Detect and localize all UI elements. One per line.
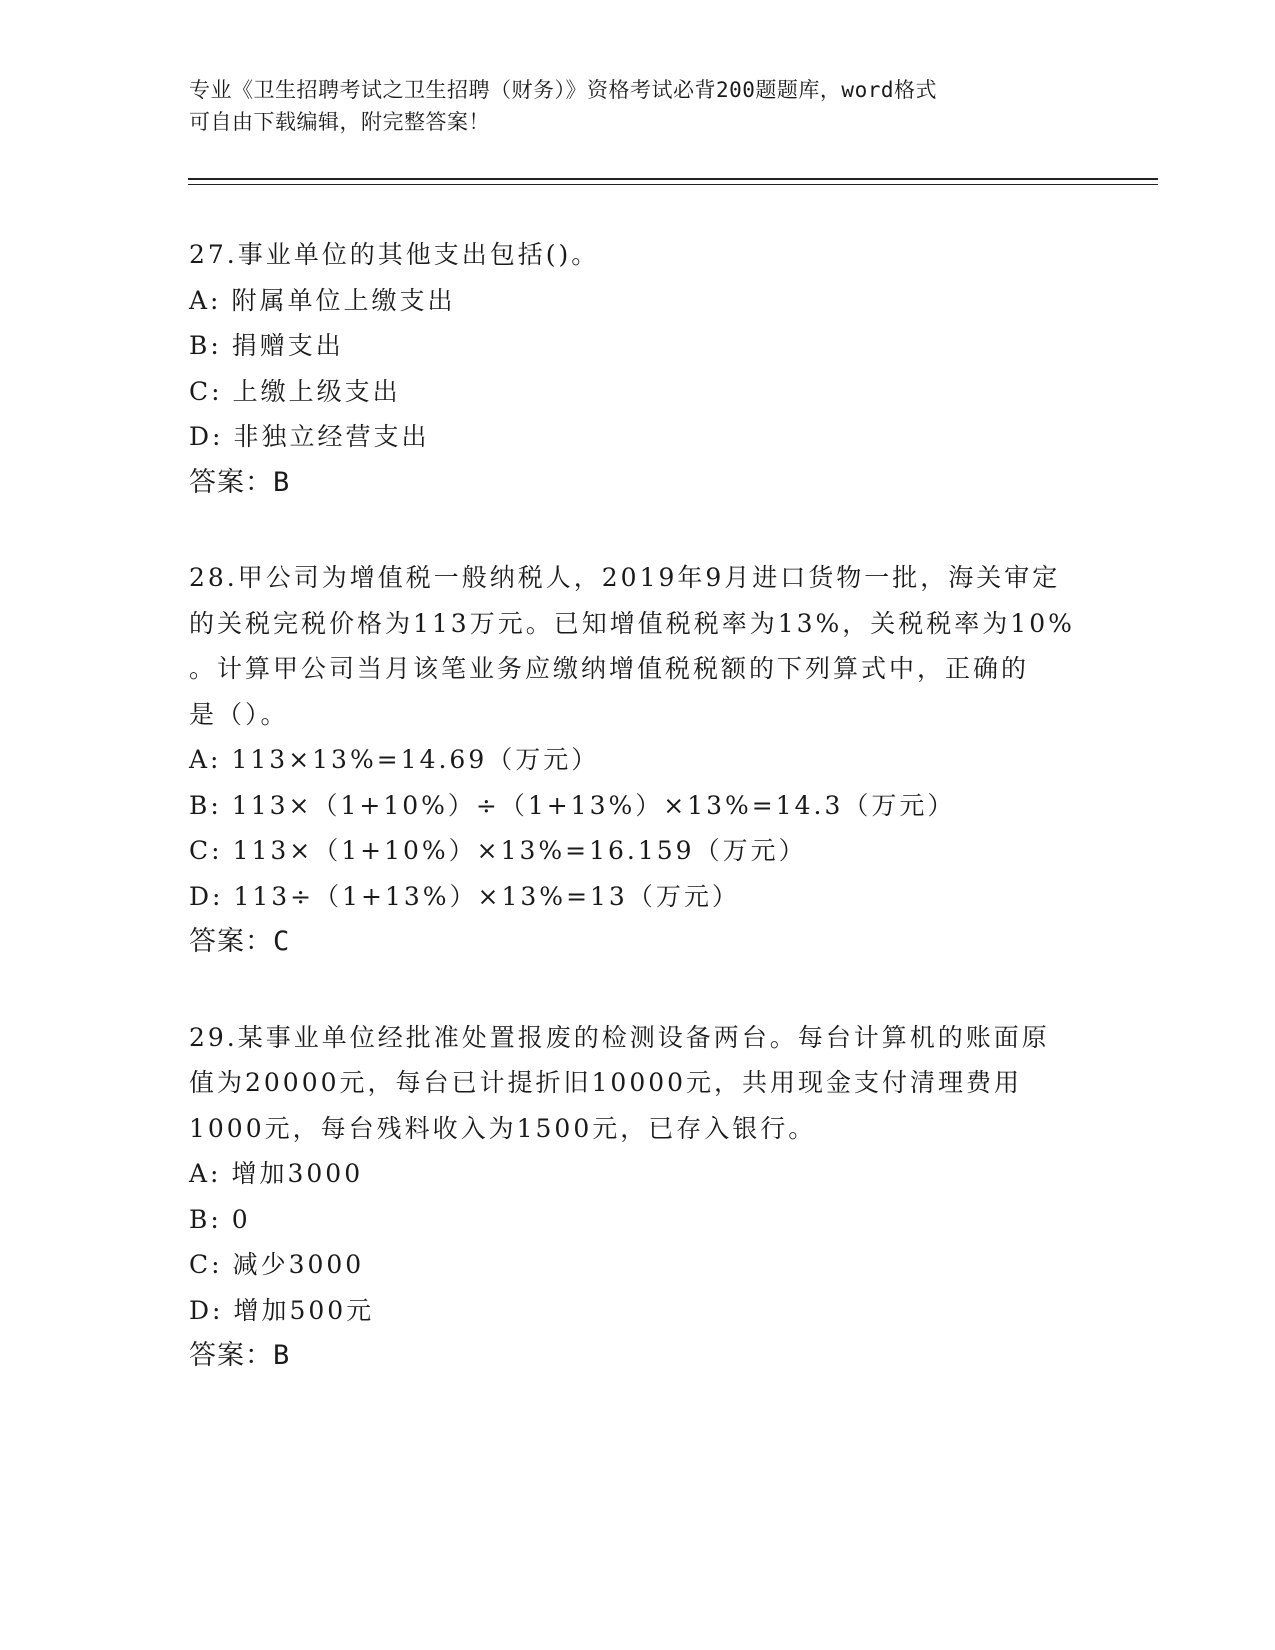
option-b <box>189 783 1089 829</box>
document-header <box>189 74 1089 138</box>
option-text: 非独立经营支出 <box>233 422 430 451</box>
option-d <box>189 874 1089 920</box>
option-text: 上缴上级支出 <box>232 376 401 406</box>
option-text: 113×13%=14.69（万元） <box>231 745 600 774</box>
question-stem-line: 27.事业单位的其他支出包括()。 <box>189 240 600 269</box>
option-text: 增加500元 <box>233 1295 375 1325</box>
option-letter: B: <box>189 331 222 360</box>
question-stem-line: 是（）。 <box>189 699 289 729</box>
option-b <box>189 1197 1089 1243</box>
question-stem-line: 。计算甲公司当月该笔业务应缴纳增值税税额的下列算式中，正确的 <box>189 654 1030 683</box>
option-b <box>189 323 1089 369</box>
option-text: 附属单位上缴支出 <box>231 285 456 315</box>
option-a <box>189 1151 1089 1197</box>
option-text: 113÷（1+13%）×13%=13（万元） <box>233 881 740 911</box>
question-stem-line: 值为20000元，每台已计提折旧10000元，共用现金支付清理费用 <box>189 1068 1023 1097</box>
option-text: 113×（1+10%）÷（1+13%）×13%=14.3（万元） <box>231 790 956 820</box>
option-letter: C: <box>189 376 223 406</box>
answer-line: 答案：B <box>189 466 291 498</box>
header-line-1: 专业《卫生招聘考试之卫生招聘（财务）》资格考试必背200题题库，word格式 <box>189 78 937 102</box>
option-text: 113×（1+10%）×13%=16.159（万元） <box>232 836 807 865</box>
header-line-2: 可自由下载编辑，附完整答案！ <box>189 110 490 134</box>
option-a <box>189 278 1089 324</box>
question-stem-line: 的关税完税价格为113万元。已知增值税税率为13%，关税税率为10% <box>189 608 1075 638</box>
option-text: 减少3000 <box>232 1250 365 1279</box>
question-29 <box>189 1015 1089 1379</box>
option-text: 增加3000 <box>231 1159 364 1188</box>
option-text: 捐赠支出 <box>231 331 344 360</box>
option-text: 0 <box>231 1204 251 1234</box>
question-stem-line: 28.甲公司为增值税一般纳税人，2019年9月进口货物一批，海关审定 <box>189 563 1061 592</box>
question-list <box>189 232 1089 1429</box>
option-d <box>189 1288 1089 1334</box>
option-letter: A: <box>189 1159 222 1188</box>
option-letter: D: <box>189 422 224 451</box>
answer-line: 答案：B <box>189 1340 291 1371</box>
option-c <box>189 369 1089 415</box>
question-27 <box>189 232 1089 505</box>
option-letter: B: <box>189 1204 222 1234</box>
option-letter: B: <box>189 790 222 820</box>
option-letter: C: <box>189 836 223 865</box>
option-letter: D: <box>189 1295 224 1325</box>
answer-line: 答案：C <box>189 926 291 957</box>
option-c <box>189 1242 1089 1288</box>
option-c <box>189 828 1089 874</box>
option-a <box>189 737 1089 783</box>
option-letter: A: <box>189 285 222 315</box>
option-letter: A: <box>189 745 222 774</box>
header-divider-thin <box>188 184 1158 185</box>
question-stem-line: 29.某事业单位经批准处置报废的检测设备两台。每台计算机的账面原 <box>189 1022 1050 1052</box>
option-letter: D: <box>189 881 224 911</box>
header-divider-thick <box>188 178 1158 180</box>
question-stem-line: 1000元，每台残料收入为1500元，已存入银行。 <box>189 1113 817 1143</box>
question-28 <box>189 555 1089 965</box>
option-d <box>189 414 1089 460</box>
option-letter: C: <box>189 1250 223 1279</box>
